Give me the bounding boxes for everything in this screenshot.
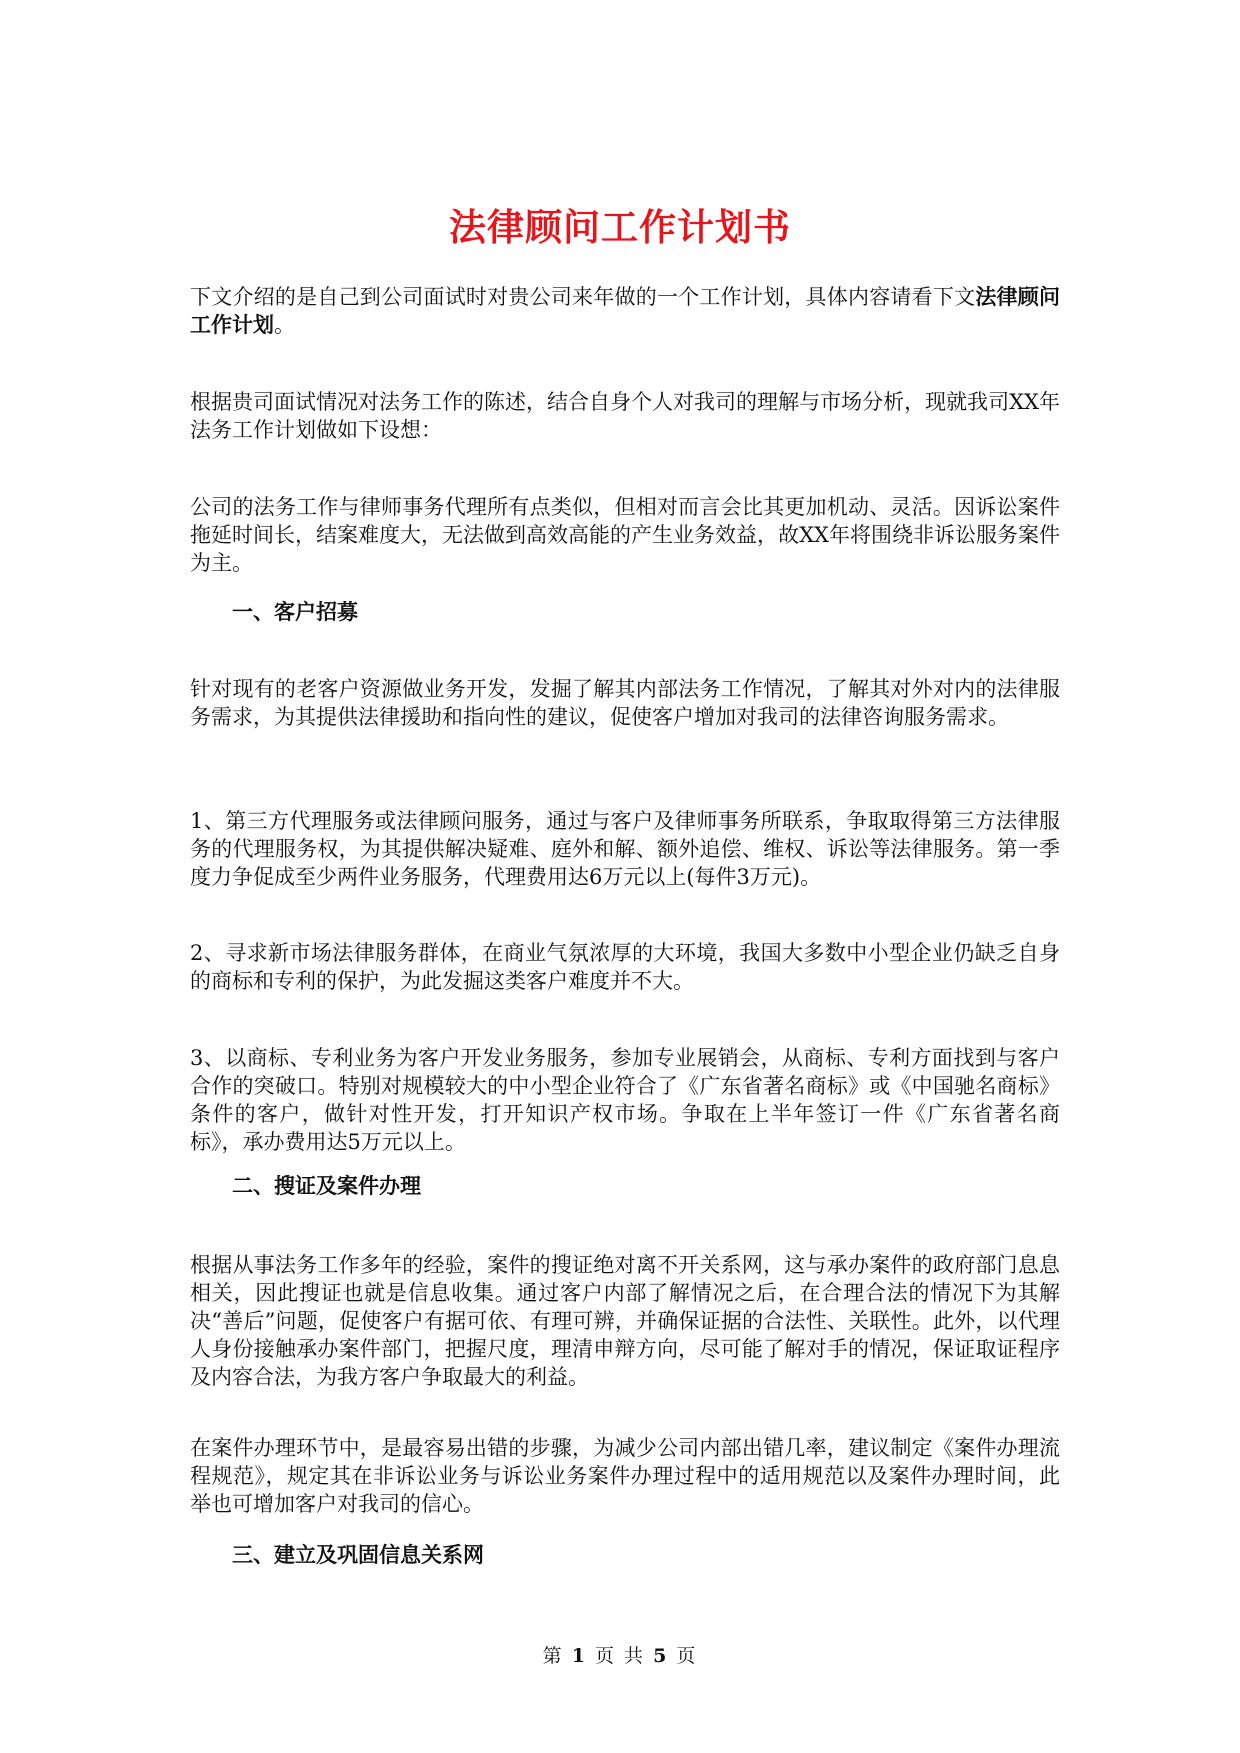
page-footer — [0, 1644, 1240, 1668]
paragraph-case-handling: 在案件办理环节中，是最容易出错的步骤，为减少公司内部出错几率，建议制定《案件办理流程规范》，规定其在非诉讼业务与诉讼业务案件办理过程中的适用规范以及案件办理时间，此举也可增加客户对我司的信心。 — [190, 1436, 1060, 1516]
paragraph-existing-clients: 针对现有的老客户资源做业务开发，发掘了解其内部法务工作情况，了解其对外对内的法律服务需求，为其提供法律援助和指向性的建议，促使客户增加对我司的法律咨询服务需求。 — [190, 677, 1060, 729]
paragraph-evidence-collection: 根据从事法务工作多年的经验，案件的搜证绝对离不开关系网，这与承办案件的政府部门息息相关，因此搜证也就是信息收集。通过客户内部了解情况之后，在合理合法的情况下为其解决“善后”问题，促使客户有据可依、有理可辨，并确保证据的合法性、关联性。此外，以代理人身份接触承办案件部门，把握尺度，理清申辩方向，尽可能了解对手的情况，保证取证程序及内容合法，为我方客户争取最大的利益。 — [190, 1253, 1060, 1389]
document-title: 法律顾问工作计划书 — [449, 204, 791, 249]
intro-bold-keyword: 法律顾问工作计划 — [190, 284, 1061, 337]
footer-middle: 页 共 — [594, 1645, 646, 1667]
section-heading-client-recruitment: 一、客户招募 — [232, 599, 358, 624]
paragraph-item-3: 3、以商标、专利业务为客户开发业务服务，参加专业展销会，从商标、专利方面找到与客户合作的突破口。特别对规模较大的中小型企业符合了《广东省著名商标》或《中国驰名商标》条件的客户，做针对性开发，打开知识产权市场。争取在上半年签订一件《广东省著名商标》，承办费用达5万元以上。 — [190, 1046, 1060, 1154]
paragraph-plan-overview: 根据贵司面试情况对法务工作的陈述，结合自身个人对我司的理解与市场分析，现就我司XX年法务工作计划做如下设想： — [190, 390, 1060, 442]
intro-paragraph — [190, 283, 1060, 339]
intro-end: 。 — [274, 313, 295, 337]
section-heading-info-network: 三、建立及巩固信息关系网 — [232, 1542, 484, 1567]
paragraph-legal-work-nature: 公司的法务工作与律师事务代理所有点类似，但相对而言会比其更加机动、灵活。因诉讼案件拖延时间长，结案难度大，无法做到高效高能的产生业务效益，故XX年将围绕非诉讼服务案件为主。 — [190, 495, 1060, 575]
paragraph-item-2: 2、寻求新市场法律服务群体，在商业气氛浓厚的大环境，我国大多数中小型企业仍缺乏自身的商标和专利的保护，为此发掘这类客户难度并不大。 — [190, 941, 1060, 993]
footer-suffix: 页 — [676, 1645, 698, 1667]
paragraph-item-1: 1、第三方代理服务或法律顾问服务，通过与客户及律师事务所联系，争取取得第三方法律服务的代理服务权，为其提供解决疑难、庭外和解、额外追偿、维权、诉讼等法律服务。第一季度力争促成至少两件业务服务，代理费用达6万元以上(每件3万元)。 — [190, 809, 1060, 889]
intro-text: 下文介绍的是自己到公司面试时对贵公司来年做的一个工作计划，具体内容请看下文 — [190, 285, 976, 309]
section-heading-evidence-cases: 二、搜证及案件办理 — [232, 1173, 421, 1198]
footer-prefix: 第 — [542, 1645, 564, 1667]
footer-page-number: 1 — [571, 1645, 587, 1667]
footer-total-pages: 5 — [653, 1645, 669, 1667]
